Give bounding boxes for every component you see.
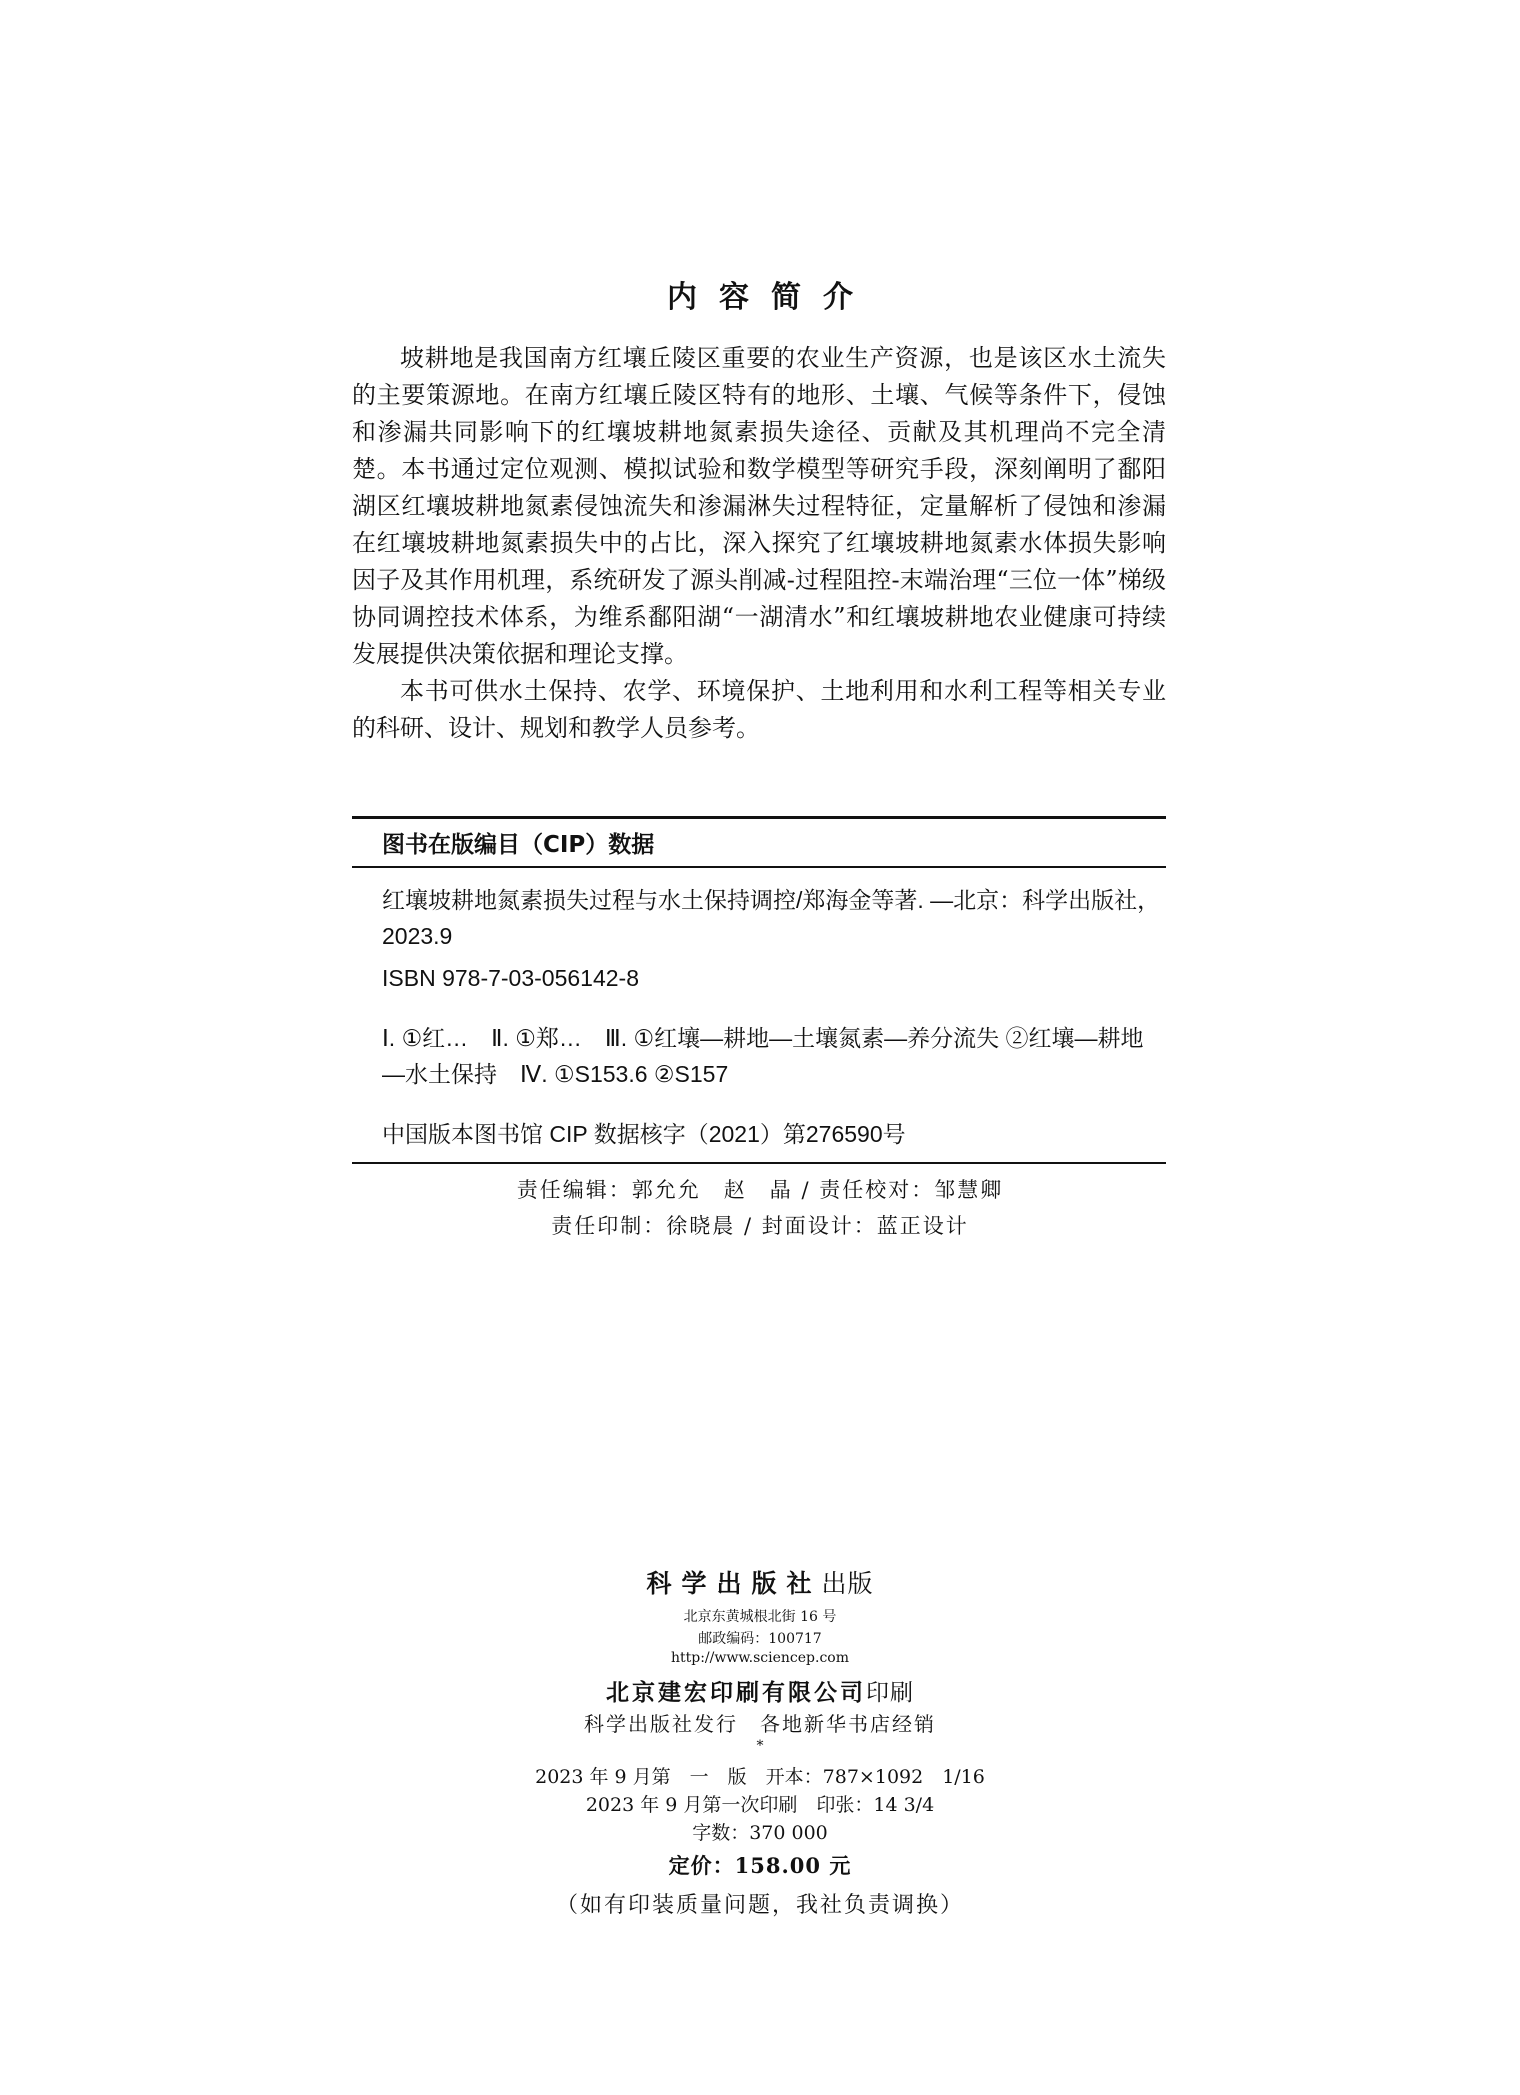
intro-title: 内容简介 xyxy=(667,280,875,315)
editors-line: 责任印制：徐晓晨 / 封面设计：蓝正设计 xyxy=(551,1214,969,1238)
word-count: 字数：370 000 xyxy=(692,1822,828,1844)
distribution: 科学出版社发行 各地新华书店经销 xyxy=(584,1712,936,1736)
quality-notice: （如有印装质量问题，我社负责调换） xyxy=(555,1893,964,1918)
edition-info: 2023 年 9 月第 一 版 开本：787×1092 1/16 xyxy=(535,1766,985,1788)
separator-star: * xyxy=(756,1738,764,1754)
cip-classification: Ⅰ. ①红… Ⅱ. ①郑… Ⅲ. ①红壤—耕地—土壤氮素—养分流失 ②红壤—耕地—水土保持 Ⅳ. ①S153.6 ②S157 xyxy=(382,1025,1144,1087)
cip-heading: 图书在版编目（CIP）数据 xyxy=(382,832,655,858)
cip-bottom-rule xyxy=(352,1162,1166,1164)
cip-verification: 中国版本图书馆 CIP 数据核字（2021）第276590号 xyxy=(382,1121,906,1147)
printer xyxy=(0,1674,1520,1707)
cip-entry: 红壤坡耕地氮素损失过程与水土保持调控/郑海金等著. —北京：科学出版社，2023.9 xyxy=(382,887,1161,949)
intro-body xyxy=(352,340,1166,747)
printing-info: 2023 年 9 月第一次印刷 印张：14 3/4 xyxy=(585,1794,935,1816)
cip-top-rule xyxy=(352,816,1166,819)
editors-line: 责任编辑：郭允允 赵 晶 / 责任校对：邹慧卿 xyxy=(516,1178,1004,1202)
publisher-postcode: 邮政编码：100717 xyxy=(698,1631,822,1647)
intro-paragraph: 本书可供水土保持、农学、环境保护、土地利用和水利工程等相关专业的科研、设计、规划和教学人员参考。 xyxy=(352,677,1166,742)
price: 定价：158.00 元 xyxy=(668,1853,852,1878)
intro-paragraph: 坡耕地是我国南方红壤丘陵区重要的农业生产资源，也是该区水土流失的主要策源地。在南方红壤丘陵区特有的地形、土壤、气候等条件下，侵蚀和渗漏共同影响下的红壤坡耕地氮素损失途径、贡献及其机理尚不完全清楚。本书通过定位观测、模拟试验和数学模型等研究手段，深刻阐明了鄱阳湖区红壤坡耕地氮素侵蚀流失和渗漏淋失过程特征，定量解析了侵蚀和渗漏在红壤坡耕地氮素损失中的占比，深入探究了红壤坡耕地氮素水体损失影响因子及其作用机理，系统研发了源头削减-过程阻控-末端治理“三位一体”梯级协同调控技术体系，为维系鄱阳湖“一湖清水”和红壤坡耕地农业健康可持续发展提供决策依据和理论支撑。 xyxy=(352,344,1166,668)
printer-name: 北京建宏印刷有限公司 xyxy=(606,1679,866,1706)
publisher-website: http://www.sciencep.com xyxy=(670,1650,849,1666)
printer-suffix: 印刷 xyxy=(866,1680,914,1706)
cip-isbn: ISBN 978-7-03-056142-8 xyxy=(382,965,639,991)
cip-heading-rule xyxy=(352,866,1166,868)
publisher-address: 北京东黄城根北街 16 号 xyxy=(683,1609,837,1625)
publisher-suffix: 出版 xyxy=(821,1569,874,1598)
publisher-name: 科学出版社 xyxy=(646,1569,822,1598)
publisher xyxy=(0,1564,1520,1600)
